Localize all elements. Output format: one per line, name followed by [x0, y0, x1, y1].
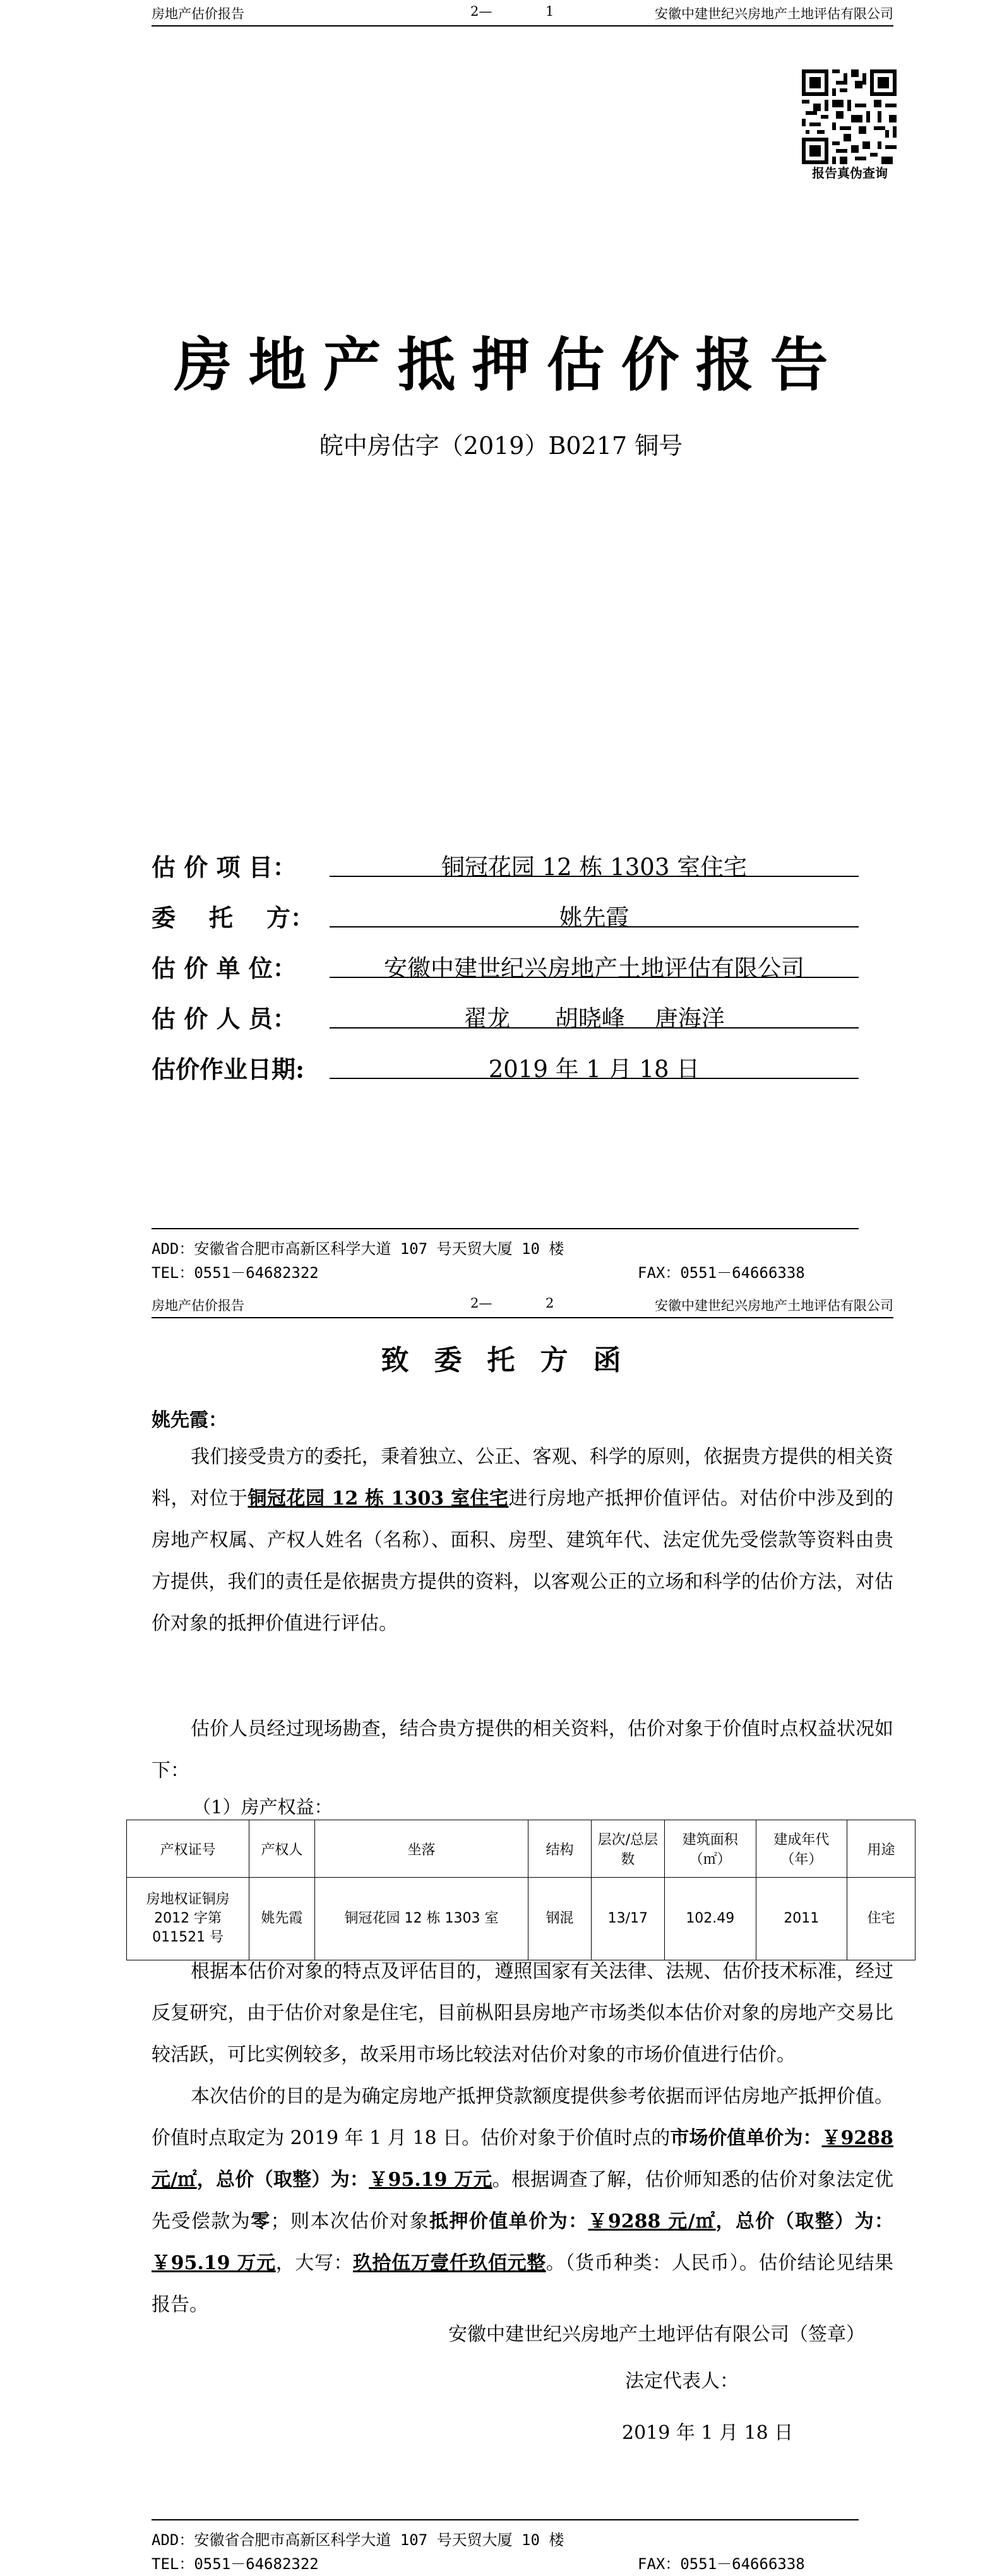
table-header-cell: 建成年代（年） — [756, 1820, 847, 1878]
footer-tel: TEL：0551－64682322 — [152, 1264, 319, 1282]
table-cell: 13/17 — [591, 1878, 664, 1960]
info-label: 估 价 单 位： — [152, 954, 297, 982]
footer-fax: FAX：0551－64666338 — [638, 1264, 805, 1282]
salutation: 姚先霞： — [152, 1409, 227, 1431]
property-address: 铜冠花园 12 栋 1303 室住宅 — [248, 1488, 509, 1510]
info-label: 估价作业日期: — [152, 1055, 305, 1083]
table-header-cell: 结构 — [528, 1820, 591, 1878]
signature-representative: 法定代表人： — [625, 2370, 739, 2392]
table-cell: 姚先霞 — [249, 1878, 315, 1960]
text: ，大写： — [275, 2252, 353, 2274]
table-cell: 102.49 — [665, 1878, 756, 1960]
table-header-cell: 产权证号 — [127, 1820, 249, 1878]
letter-title: 致委托方函 — [381, 1344, 647, 1376]
paragraph-survey — [152, 1708, 893, 1792]
table-header-cell: 建筑面积（㎡） — [665, 1820, 756, 1878]
table-cell: 钢混 — [528, 1878, 591, 1960]
signature-company: 安徽中建世纪兴房地产土地评估有限公司（签章） — [448, 2323, 865, 2346]
table-row — [127, 1878, 916, 1960]
text-bold: ，总价（取整）为： — [196, 2169, 369, 2191]
table-header-cell: 层次/总层数 — [591, 1820, 664, 1878]
table-header-row — [127, 1820, 916, 1878]
info-value: 铜冠花园 12 栋 1303 室住宅 — [330, 848, 859, 877]
footer-address: ADD：安徽省合肥市高新区科学大道 107 号天贸大厦 10 楼 — [152, 2531, 564, 2549]
info-label: 估 价 项 目： — [152, 853, 297, 881]
text: ；则本次估价对象 — [270, 2210, 430, 2233]
footer-tel: TEL：0551－64682322 — [152, 2555, 319, 2573]
header-right: 安徽中建世纪兴房地产土地评估有限公司 — [655, 1298, 893, 1313]
page-header-1 — [152, 0, 893, 27]
table-cell: 2011 — [756, 1878, 847, 1960]
info-value: 安徽中建世纪兴房地产土地评估有限公司 — [330, 949, 859, 978]
amount-in-words: 玖拾伍万壹仟玖佰元整 — [352, 2252, 546, 2274]
header-page-number: 2 — [546, 1296, 554, 1311]
header-page-number: 1 — [546, 4, 554, 19]
table-header-cell: 坐落 — [314, 1820, 528, 1878]
info-value: 翟龙 胡晓峰 唐海洋 — [330, 999, 859, 1029]
footer-address: ADD：安徽省合肥市高新区科学大道 107 号天贸大厦 10 楼 — [152, 1240, 564, 1258]
info-value: 2019 年 1 月 18 日 — [330, 1050, 859, 1079]
table-cell: 住宅 — [847, 1878, 916, 1960]
header-left: 房地产估价报告 — [152, 6, 244, 21]
paragraph-method — [152, 1951, 893, 2076]
text: 。根据调查了解，估价师知悉的估价对象法定优先受偿款为 — [152, 2169, 894, 2233]
header-page-dash: 2— — [470, 4, 492, 19]
info-label: 估 价 人 员： — [152, 1005, 297, 1033]
text: 我们接受贵方的委托，秉着独立、公正、客观、科学的原则，依据贵方提供的相关资料，对位于 — [152, 1446, 893, 1510]
header-right: 安徽中建世纪兴房地产土地评估有限公司 — [655, 6, 893, 21]
text-bold: ，总价（取整）为： — [715, 2210, 894, 2233]
text: 。（货币种类：人民币）。估价结论见结果报告。 — [152, 2252, 894, 2316]
paragraph-intro — [152, 1436, 893, 1645]
report-title: 房地产抵押估价报告 — [174, 331, 845, 399]
header-left: 房地产估价报告 — [152, 1298, 244, 1313]
text: 根据本估价对象的特点及评估目的，遵照国家有关法律、法规、估价技术标准，经过反复研究，由于估价对象是住宅，目前枞阳县房地产市场类似本估价对象的房地产交易比较活跃，可比实例较多，故采用市场比较法对估价对象的市场价值进行估价。 — [152, 1960, 893, 2066]
text: 本次估价的目的是为确定房地产抵押贷款额度提供参考依据而评估房地产抵押价值。价值时点取定为 2019 年 1 月 18 日。估价对象于价值时点的 — [152, 2085, 893, 2149]
qr-code-icon[interactable] — [802, 69, 897, 164]
qr-label: 报告真伪查询 — [812, 165, 888, 181]
header-page-dash: 2— — [470, 1296, 492, 1311]
document-number: 皖中房估字（2019）B0217 铜号 — [319, 432, 683, 460]
text-bold: 市场价值单价为： — [670, 2127, 822, 2149]
market-total-price: ￥95.19 万元 — [369, 2169, 492, 2191]
paragraph-conclusion — [152, 2076, 893, 2326]
mortgage-total-price: ￥95.19 万元 — [152, 2252, 276, 2274]
footer-divider — [152, 1228, 859, 1229]
text: 进行房地产抵押价值评估。对估价中涉及到的房地产权属、产权人姓名（名称）、面积、房型、建筑年代、法定优先受偿款等资料由贵方提供，我们的责任是依据贵方提供的资料，以客观公正的立场和科学的估价方法，对估价对象的抵押价值进行评估。 — [152, 1488, 893, 1635]
info-label: 委 托 方： — [152, 903, 314, 932]
signature-date: 2019 年 1 月 18 日 — [622, 2422, 794, 2444]
text-bold: 抵押价值单价为： — [429, 2210, 588, 2233]
text: 估价人员经过现场勘查，结合贵方提供的相关资料，估价对象于价值时点权益状况如下： — [152, 1718, 893, 1782]
table-cell: 铜冠花园 12 栋 1303 室 — [314, 1878, 528, 1960]
page-header-2 — [152, 1292, 893, 1318]
market-unit-price: ￥9288 元/㎡ — [152, 2127, 894, 2191]
info-value: 姚先霞 — [330, 898, 859, 927]
footer-divider — [152, 2519, 859, 2520]
mortgage-unit-price: ￥9288 元/㎡ — [588, 2210, 716, 2233]
table-header-cell: 用途 — [847, 1820, 916, 1878]
table-header-cell: 产权人 — [249, 1820, 315, 1878]
subheading-rights: （1）房产权益： — [193, 1796, 333, 1818]
footer-fax: FAX：0551－64666338 — [638, 2555, 805, 2573]
priority-claim: 零 — [251, 2210, 271, 2233]
table-cell: 房地权证铜房 2012 字第 011521 号 — [127, 1878, 249, 1960]
rights-table — [126, 1820, 916, 1960]
